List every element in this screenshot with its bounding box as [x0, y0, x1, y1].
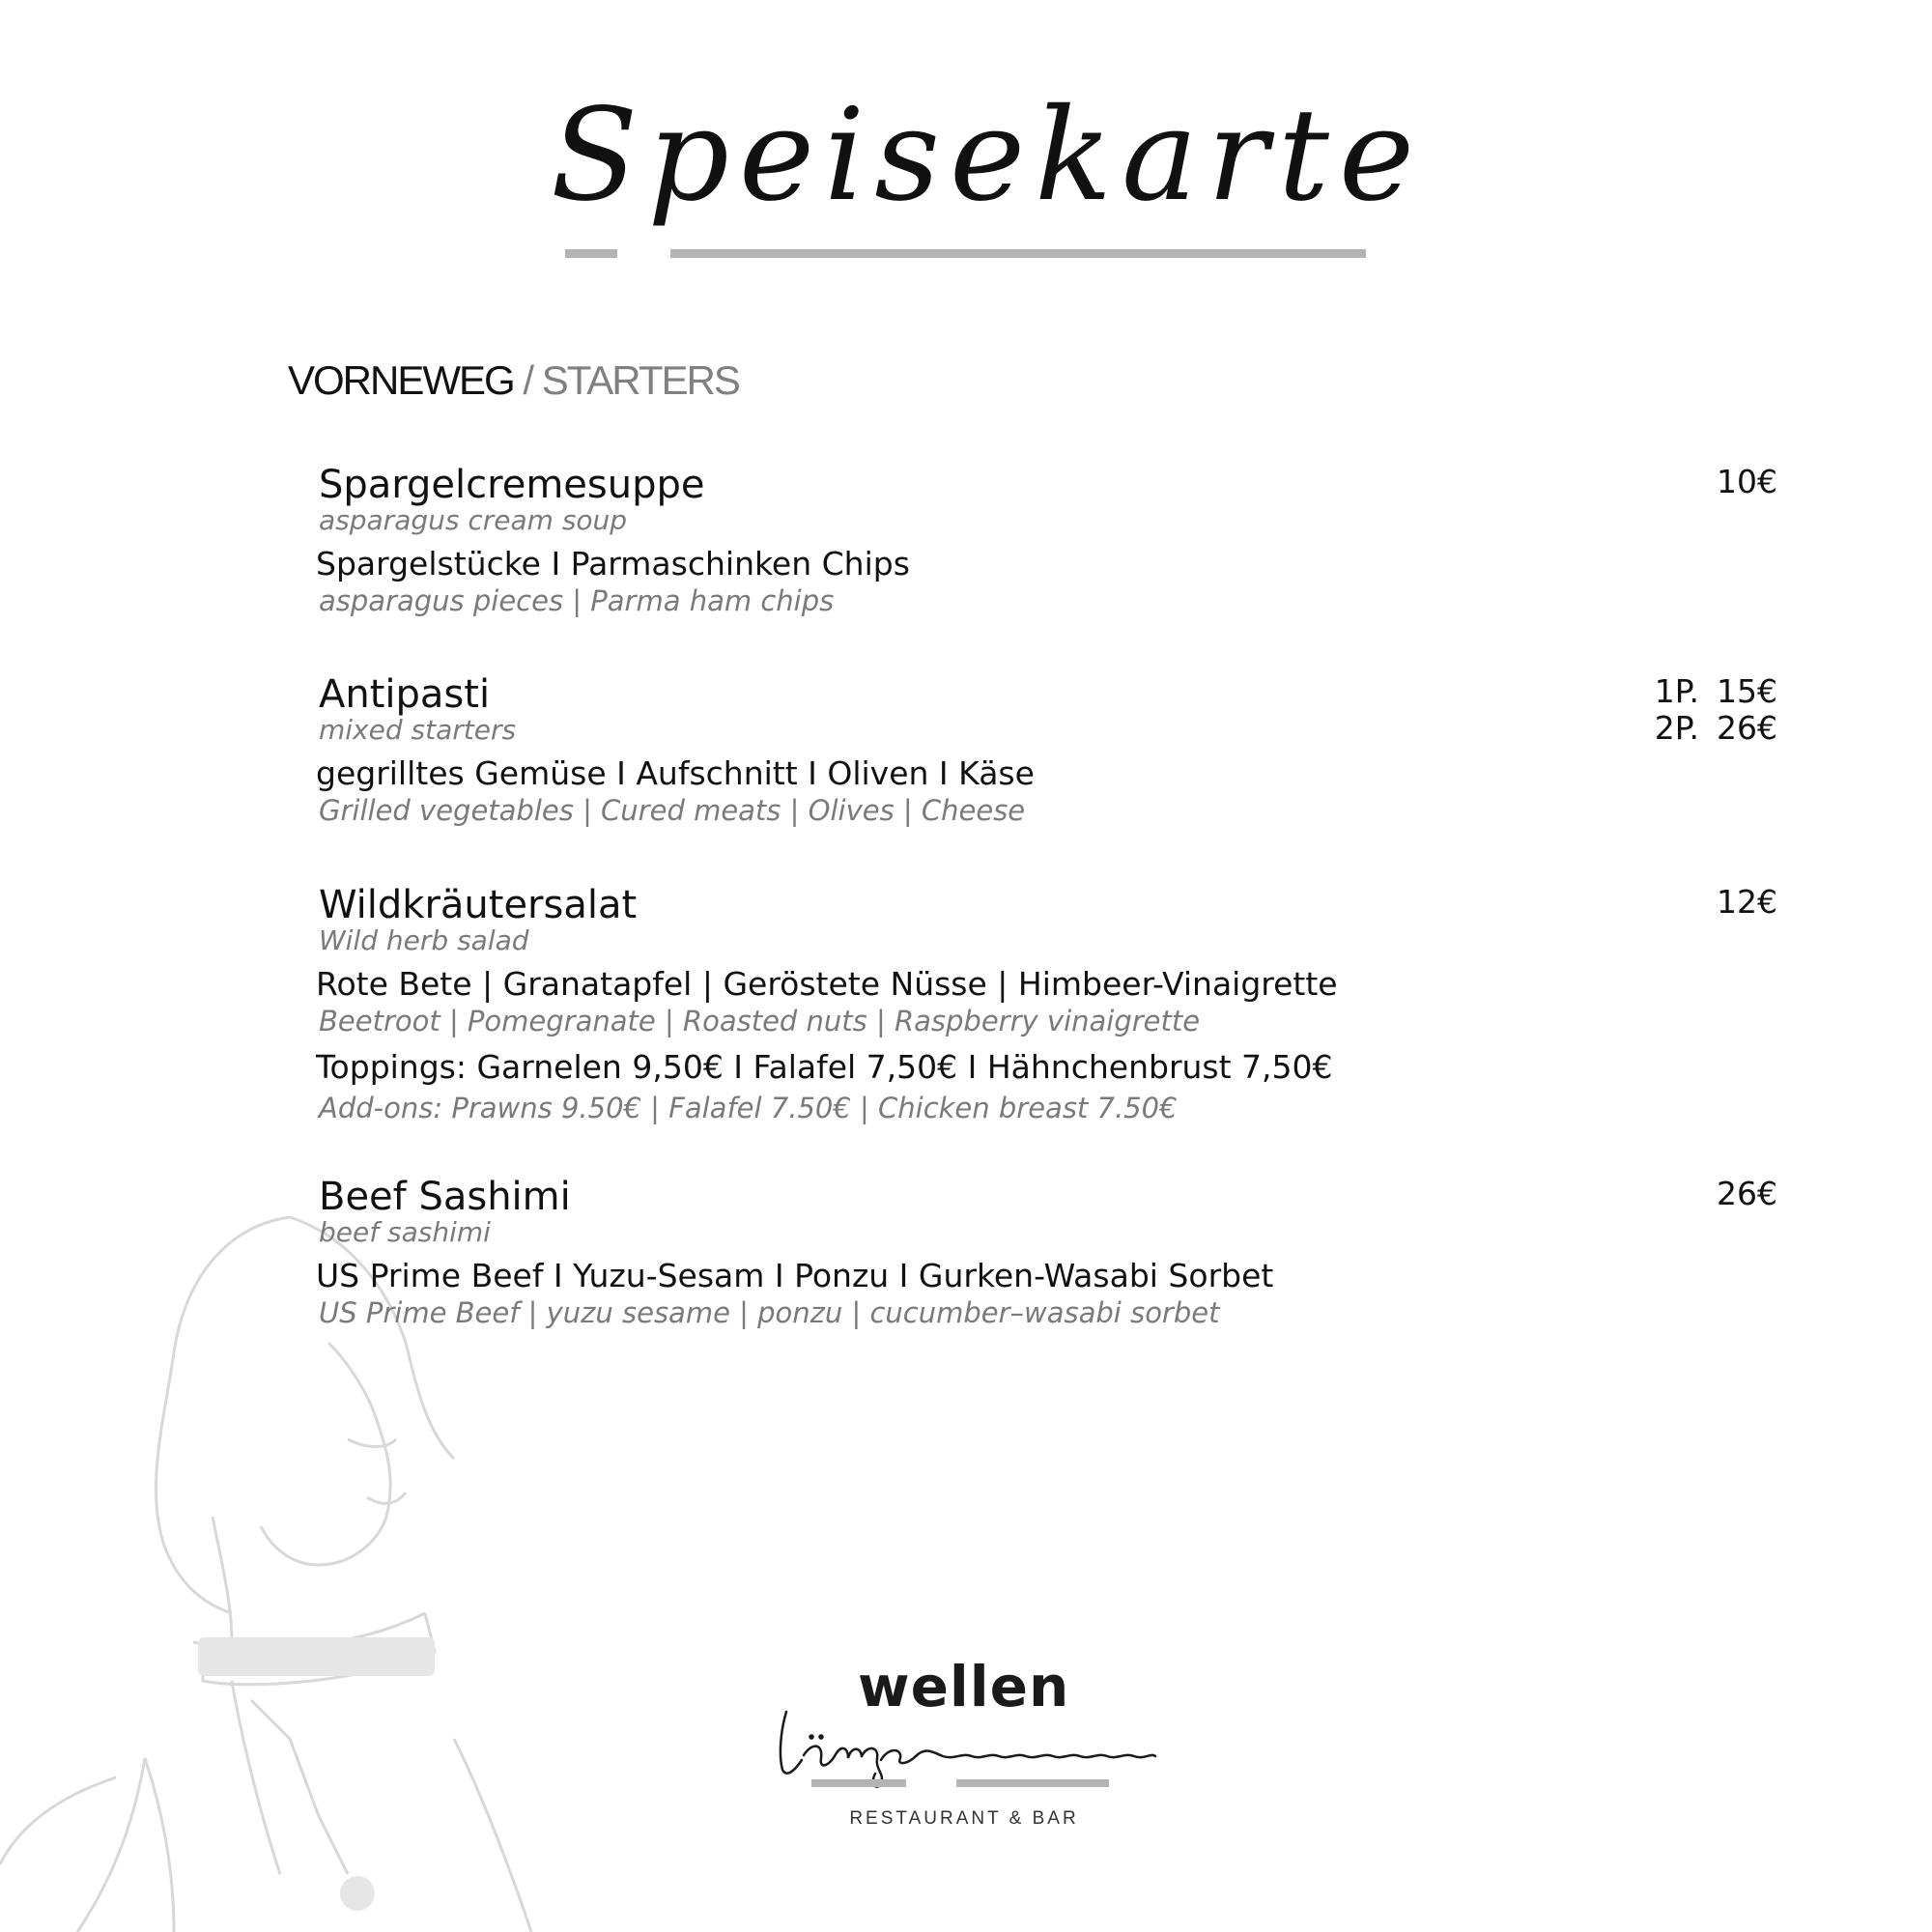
- page-title: Speisekarte: [551, 81, 1425, 230]
- menu-item-toppings: Toppings: Garnelen 9,50€ I Falafel 7,50€ I Hähnchenbrust 7,50€: [316, 1048, 1333, 1086]
- logo-script-lettering: [773, 1702, 1159, 1789]
- menu-item-description-en: asparagus pieces | Parma ham chips: [319, 584, 835, 617]
- menu-item-description: US Prime Beef I Yuzu-Sesam I Ponzu I Gurken-Wasabi Sorbet: [316, 1257, 1274, 1294]
- price-value: 26€: [1717, 709, 1777, 747]
- menu-item-description: Spargelstücke I Parmaschinken Chips: [316, 545, 910, 582]
- menu-item-name: Antipasti: [319, 672, 491, 717]
- price-value: 10€: [1717, 463, 1777, 500]
- menu-item: [316, 463, 1777, 618]
- menu-item-name-en: mixed starters: [319, 714, 517, 746]
- section-heading: [288, 357, 739, 404]
- menu-item: [316, 672, 1777, 828]
- menu-item-price: [1717, 884, 1777, 921]
- logo-bar-right: [956, 1779, 1109, 1787]
- menu-item: [316, 1175, 1777, 1330]
- price-value: 15€: [1717, 672, 1777, 710]
- menu-item-name: Wildkräutersalat: [319, 883, 638, 927]
- title-underline-right: [670, 249, 1366, 258]
- price-label: 1P.: [1654, 672, 1699, 710]
- menu-item-name-en: asparagus cream soup: [319, 504, 628, 536]
- section-heading-en: STARTERS: [541, 357, 739, 403]
- menu-item-description: Rote Bete | Granatapfel | Geröstete Nüsse | Himbeer-Vinaigrette: [316, 965, 1338, 1003]
- menu-item-name: Beef Sashimi: [319, 1175, 571, 1219]
- menu-item-name-en: beef sashimi: [319, 1216, 491, 1248]
- price-value: 26€: [1717, 1175, 1777, 1212]
- menu-item-price: [1717, 464, 1777, 500]
- section-heading-de: VORNEWEG: [288, 357, 514, 403]
- menu-item-description: gegrilltes Gemüse I Aufschnitt I Oliven I Käse: [316, 754, 1035, 792]
- menu-item-description-en: Grilled vegetables | Cured meats | Olives | Cheese: [319, 794, 1026, 827]
- logo-wordmark: wellen: [858, 1654, 1070, 1719]
- menu-item-toppings-en: Add-ons: Prawns 9.50€ | Falafel 7.50€ | Chicken breast 7.50€: [319, 1092, 1178, 1124]
- menu-item-price: [1717, 1176, 1777, 1212]
- menu-item-description-en: Beetroot | Pomegranate | Roasted nuts | Raspberry vinaigrette: [319, 1005, 1201, 1037]
- logo-subtitle: RESTAURANT & BAR: [849, 1808, 1079, 1829]
- menu-item-description-en: US Prime Beef | yuzu sesame | ponzu | cucumber–wasabi sorbet: [319, 1296, 1220, 1329]
- menu-item: [316, 883, 1777, 1125]
- section-heading-separator: /: [513, 357, 542, 403]
- menu-item-name-en: Wild herb salad: [319, 924, 529, 956]
- restaurant-logo: [773, 1654, 1159, 1832]
- logo-bar-left: [811, 1779, 906, 1787]
- menu-item-name: Spargelcremesuppe: [319, 463, 705, 507]
- price-value: 12€: [1717, 883, 1777, 921]
- menu-item-price: [1655, 673, 1777, 747]
- price-label: 2P.: [1654, 709, 1699, 747]
- title-underline-left: [565, 249, 617, 258]
